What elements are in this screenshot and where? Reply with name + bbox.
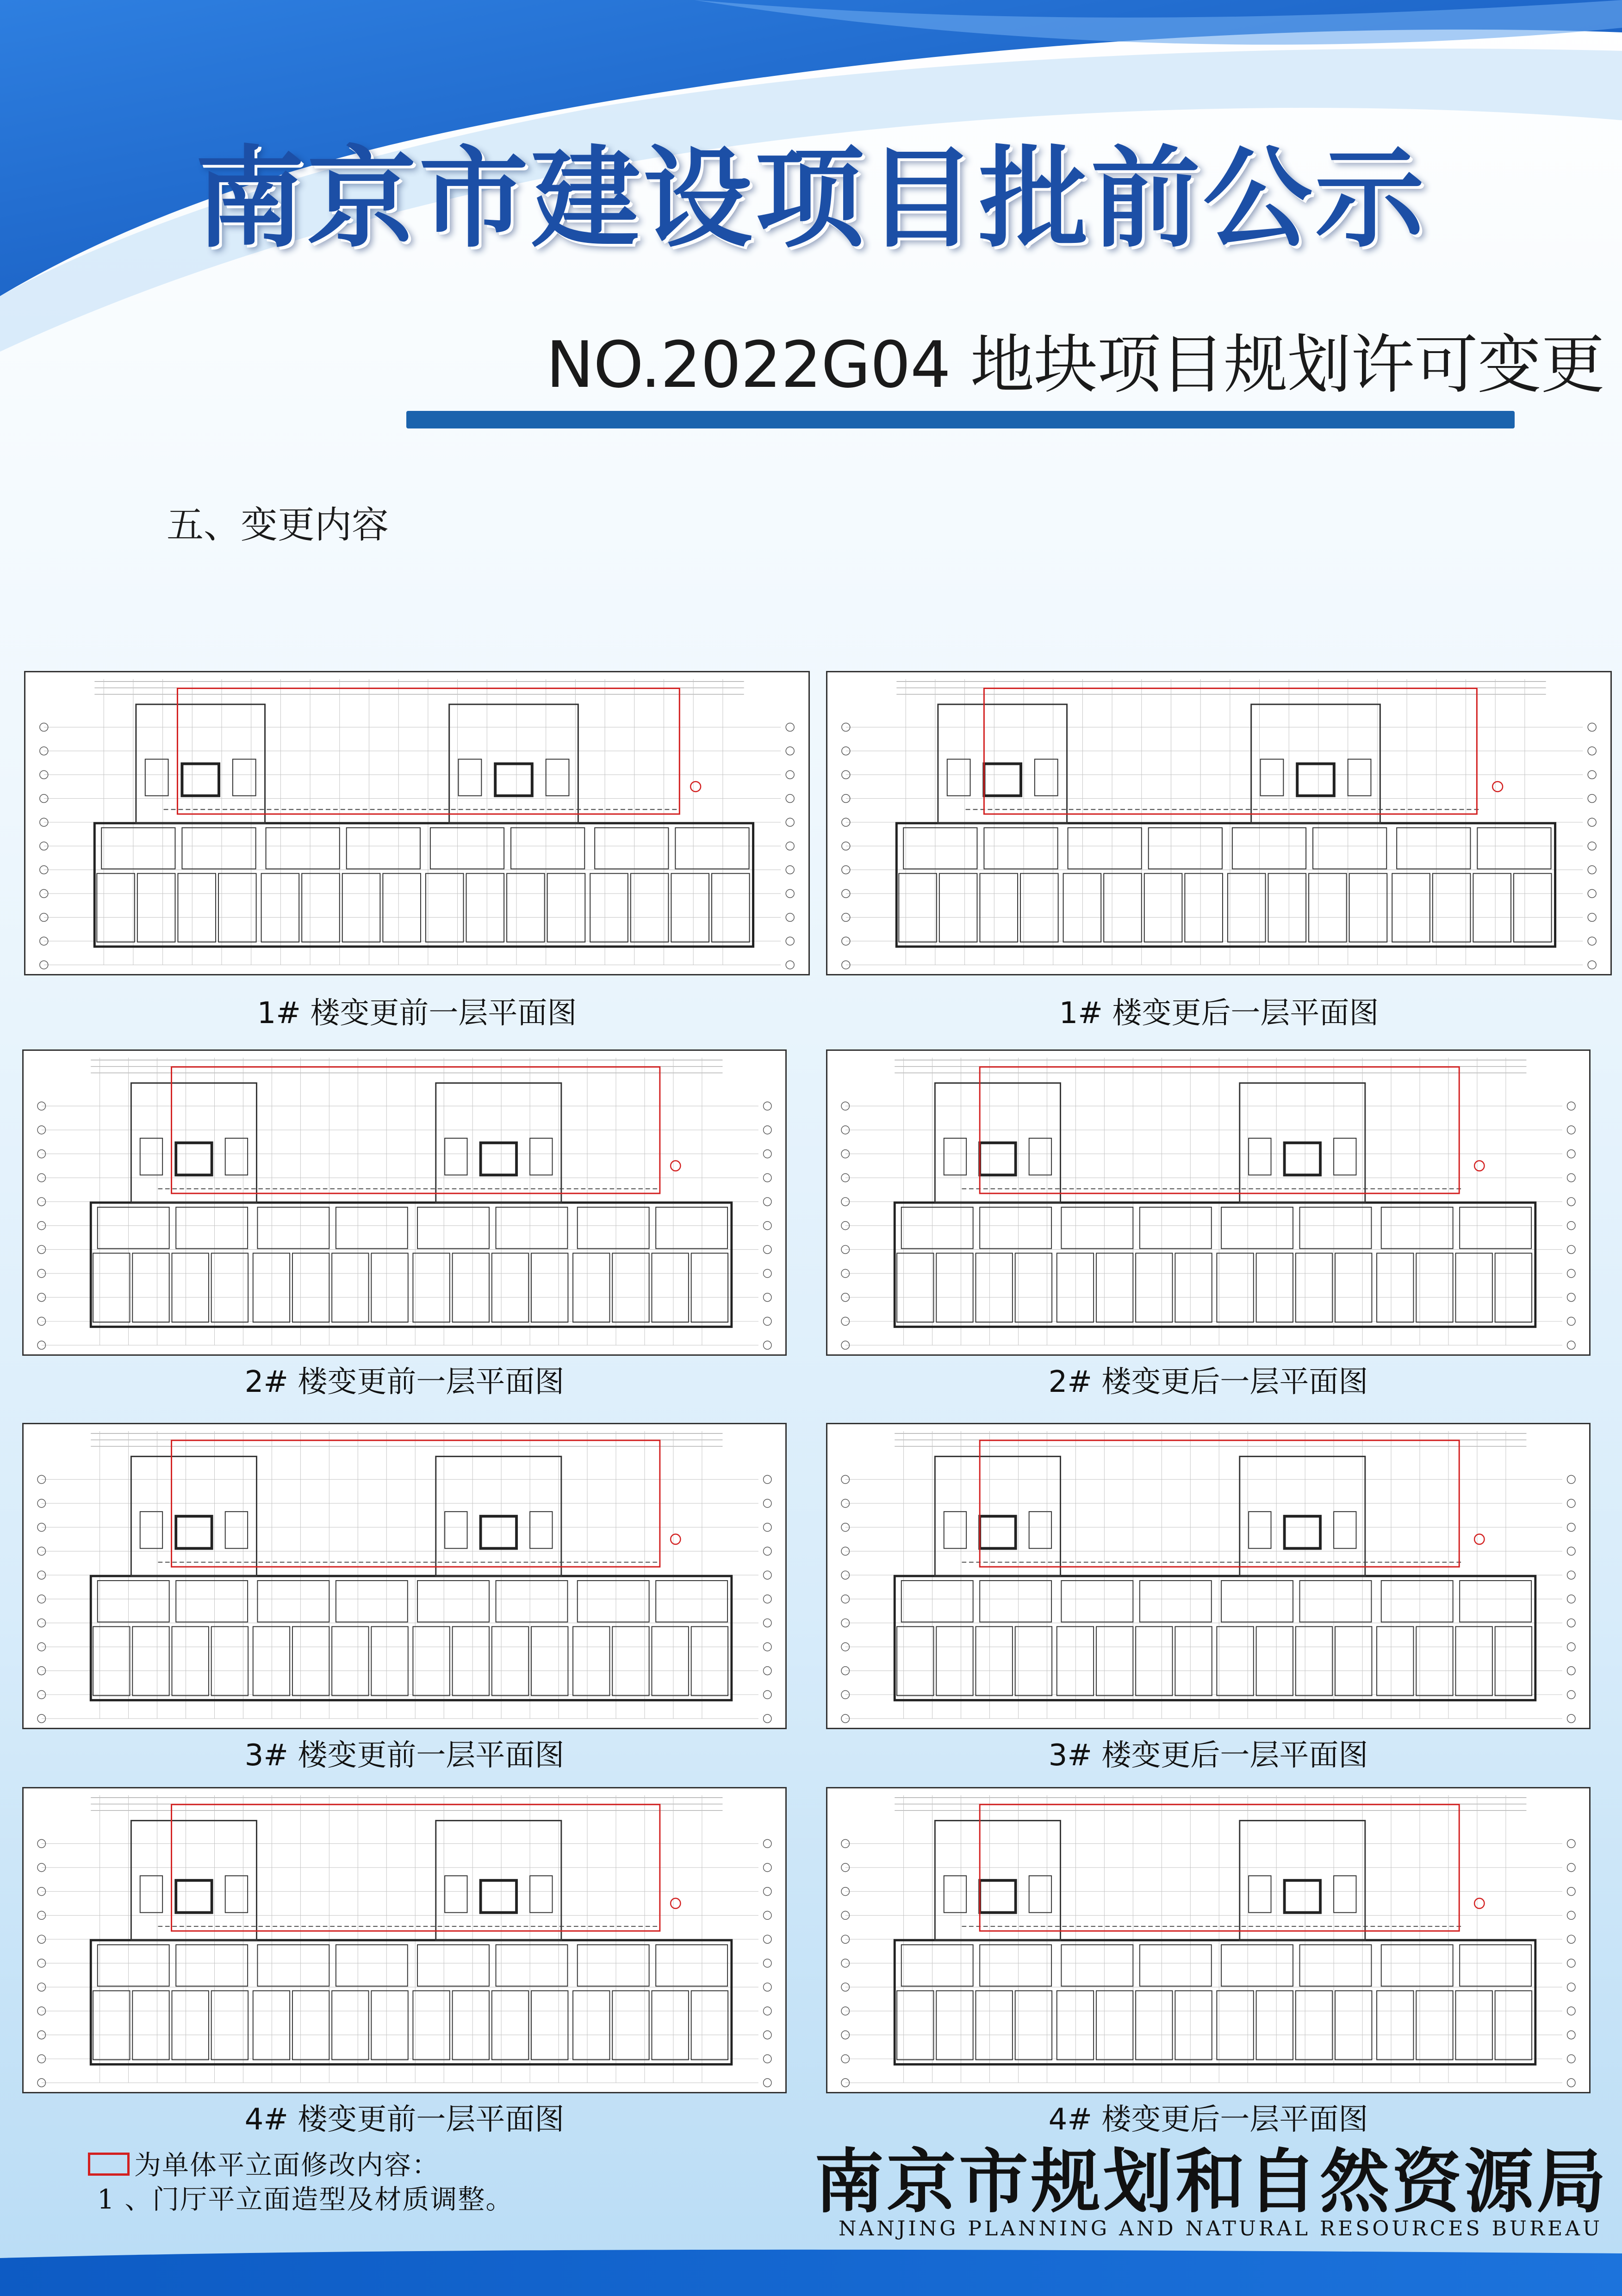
floor-plan-4-before (22, 1787, 787, 2093)
floor-plan-3-before (22, 1423, 787, 1729)
plan-caption: 4# 楼变更后一层平面图 (1048, 2103, 1368, 2137)
project-subtitle: NO.2022G04 地块项目规划许可变更 (546, 328, 1604, 402)
page-title: 南京市建设项目批前公示 (195, 134, 1427, 262)
floor-plan-3-after (826, 1423, 1591, 1729)
floor-plan-2-after (826, 1049, 1591, 1356)
floor-plan-drawing (24, 1788, 785, 2092)
legend-description: 为单体平立面修改内容： (134, 2149, 440, 2181)
floor-plan-drawing (25, 672, 808, 974)
section-heading: 五、变更内容 (167, 503, 389, 546)
bureau-name-cn: 南京市规划和自然资源局 (814, 2141, 1609, 2222)
legend-item: 1 、门厅平立面造型及材质调整。 (97, 2184, 514, 2215)
plan-caption: 3# 楼变更后一层平面图 (1048, 1738, 1368, 1773)
floor-plan-drawing (24, 1051, 785, 1354)
plan-caption: 2# 楼变更后一层平面图 (1048, 1365, 1368, 1399)
plan-caption: 1# 楼变更后一层平面图 (1059, 996, 1379, 1030)
floor-plan-2-before (22, 1049, 787, 1356)
plan-caption: 1# 楼变更前一层平面图 (257, 996, 577, 1030)
plan-caption: 2# 楼变更前一层平面图 (244, 1365, 565, 1399)
floor-plan-drawing (827, 1051, 1589, 1354)
plan-caption: 4# 楼变更前一层平面图 (244, 2103, 565, 2137)
floor-plan-drawing (827, 1788, 1589, 2092)
bureau-name-en: NANJING PLANNING AND NATURAL RESOURCES BUREAU (839, 2217, 1603, 2240)
subtitle-underline (406, 411, 1515, 428)
floor-plan-drawing (827, 1424, 1589, 1728)
floor-plan-4-after (826, 1787, 1591, 2093)
floor-plan-drawing (24, 1424, 785, 1728)
floor-plan-1-after (826, 671, 1612, 975)
change-marker-legend-box (88, 2153, 130, 2176)
plan-caption: 3# 楼变更前一层平面图 (244, 1738, 565, 1773)
floor-plan-1-before (24, 671, 810, 975)
floor-plan-drawing (827, 672, 1610, 974)
